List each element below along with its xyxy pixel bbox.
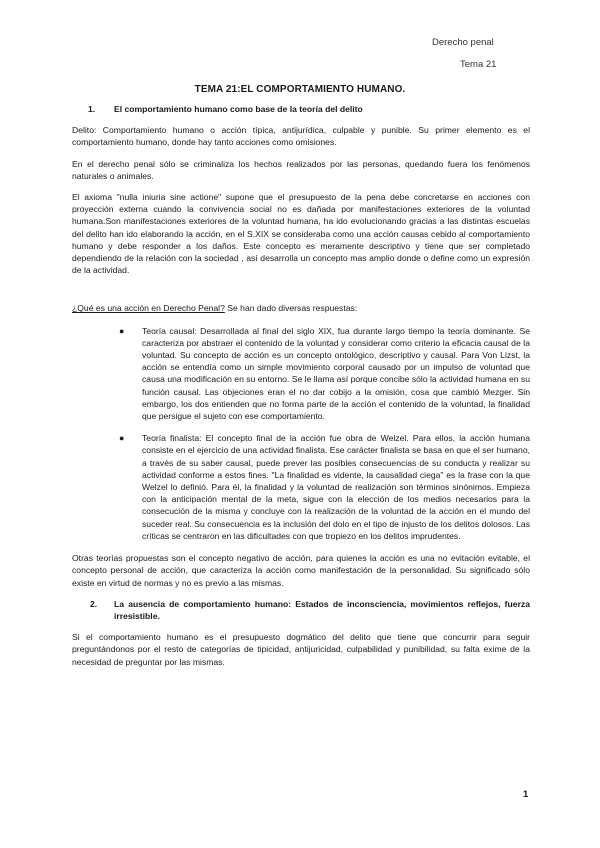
- document-title: TEMA 21:EL COMPORTAMIENTO HUMANO.: [194, 84, 406, 95]
- section-2-title: La ausencia de comportamiento humano: Estados de inconsciencia, movimientos reflejos, fuerza irresistible.: [114, 598, 530, 621]
- bullet-icon: ●: [119, 433, 125, 444]
- list-item: [72, 432, 530, 542]
- theory-causal-text: Teoría causal: Desarrollada al final del siglo XIX, fua durante largo tiempo la teoría dominante. Se caracteriza por abstraer el contenido de la voluntad y considerar como criterio la eficacia causal de la voluntad. Su concepto de acción es un concepto ontológico, descriptivo y causal. Para Von Lizst, la acción se entendía como un simple movimiento corporal causado por un impulso de voluntad que causa una modificación en su entorno. Se le llama así porque concibe sólo la actividad humana en su función causal. Las objeciones eran el no dar cobijo a la omisión, cosa que cambió Mezger. Sin embargo, los dos entienden que no forma parte de la acción el contenido de la voluntad, la finalidad que persigue el sujeto con ese comportamiento.: [142, 325, 530, 422]
- section-1-number: 1.: [88, 104, 96, 114]
- bullet-icon: ●: [119, 325, 125, 336]
- document-body: [72, 103, 530, 677]
- list-item: [72, 325, 530, 423]
- header-topic: Tema 21: [460, 59, 497, 70]
- page-number: 1: [523, 789, 529, 800]
- paragraph-otras-teorias: Otras teorías propuestas son el concepto negativo de acción, para quienes la acción es una no evitación evitable, el concepto personal de acción, que caracteriza la acción como manifestación de la personalidad. Su significado sólo existe en virtud de normas y no es previo a las mismas.: [72, 553, 530, 588]
- header-subject: Derecho penal: [432, 37, 494, 48]
- question-rest: Se han dado diversas respuestas:: [224, 303, 358, 314]
- question-underlined: ¿Qué es una acción en Derecho Penal?: [72, 303, 225, 314]
- theory-finalista-text: Teoría finalista: El concepto final de la acción fue obra de Welzel. Para ellos, la acción humana consiste en el ejercicio de una actividad finalista. Ese carácter finalista se basa en que el ser humano, a través de su saber causal, puede prever las posibles consecuencias de su conducta y realizar su actividad conforme a estos fines. "La finalidad es vidente, la causalidad ciega" es la frase con la que Welzel lo definió. Para él, la finalidad y la voluntad de realización son términos sinónimos. Empieza con la anticipación mental de la meta, sigue con la elección de los medios necesarios para la consecución de la misma y concluye con la realización de la voluntad de la acción en el mundo del suceder real. Su consecuencia es la inclusión del dolo en el tipo de injusto de los delitos dolosos. Las críticas se centraron en las dificultades con que tropiezo en los delitos imprudentes.: [142, 433, 530, 541]
- paragraph-criminaliza: En el derecho penal sólo se criminaliza los hechos realizados por las personas, quedando fuera los fenómenos naturales o animales.: [72, 158, 530, 181]
- theories-list: [72, 325, 530, 542]
- section-1-heading: [72, 103, 530, 115]
- section-2-heading: [72, 598, 530, 622]
- paragraph-axioma: El axioma "nulla iniuria sine actione" supone que el presupuesto de la pena debe concretarse en acciones con proyección externa cuando la convivencia social no es dañada por manifestaciones exteriores de la voluntad humana.Son manifestaciones exteriores de la voluntad humana, ha ido evolucionando gracias a las distintas escuelas del delito han ido elaborando la acción, en el S.XIX se consideraba como una acción causas cebido al comportamiento humano y debe responder a los daños. Este concepto es meramente descriptivo y tiene que ser completado dependiendo de la relación con la sociedad , así desarrolla un concepto mas amplio donde o define como un expresión de la actividad.: [72, 192, 530, 276]
- question-paragraph: [72, 302, 530, 314]
- section-1-title: El comportamiento humano como base de la teoría del delito: [114, 104, 363, 114]
- paragraph-ausencia: Si el comportamiento humano es el presupuesto dogmático del delito que tiene que concurrir para seguir preguntándonos por el resto de categorías de tipicidad, antijuricidad, culpabilidad y punibilidad, su falta exime de la necesidad de preguntar por las mismas.: [72, 632, 530, 667]
- paragraph-delito: Delito: Comportamiento humano o acción típica, antijurídica, culpable y punible. Su primer elemento es el comportamiento humano, donde hay tanto acciones como omisiones.: [72, 125, 530, 148]
- section-2-number: 2.: [90, 598, 98, 609]
